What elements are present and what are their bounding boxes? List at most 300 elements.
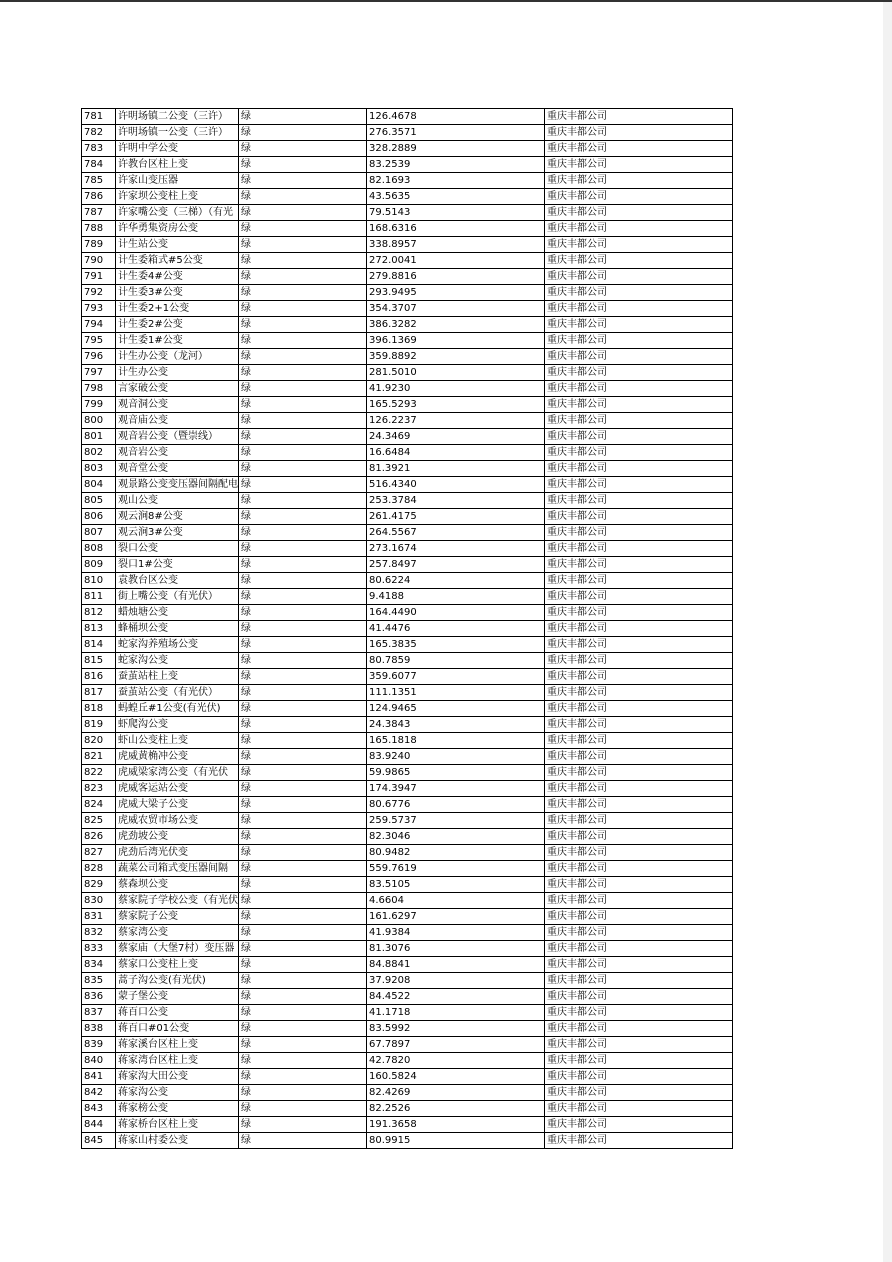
- table-row: [82, 381, 733, 397]
- row-number-cell: 812: [82, 605, 116, 621]
- value-cell: 81.3921: [367, 461, 545, 477]
- value-cell: 4.6604: [367, 893, 545, 909]
- row-number-cell: 795: [82, 333, 116, 349]
- status-cell: 绿: [239, 141, 367, 157]
- status-cell: 绿: [239, 877, 367, 893]
- status-cell: 绿: [239, 381, 367, 397]
- station-name-cell: 计生委3#公变: [116, 285, 239, 301]
- table-row: [82, 909, 733, 925]
- value-cell: 83.2539: [367, 157, 545, 173]
- value-cell: 279.8816: [367, 269, 545, 285]
- row-number-cell: 821: [82, 749, 116, 765]
- company-cell: 重庆丰都公司: [545, 653, 733, 669]
- value-cell: 80.7859: [367, 653, 545, 669]
- table-row: [82, 765, 733, 781]
- value-cell: 293.9495: [367, 285, 545, 301]
- status-cell: 绿: [239, 925, 367, 941]
- status-cell: 绿: [239, 813, 367, 829]
- value-cell: 43.5635: [367, 189, 545, 205]
- station-name-cell: 观景路公变变压器间隔配电: [116, 477, 239, 493]
- value-cell: 9.4188: [367, 589, 545, 605]
- station-name-cell: 虎劲坡公变: [116, 829, 239, 845]
- station-name-cell: 虎威黄桷冲公变: [116, 749, 239, 765]
- status-cell: 绿: [239, 237, 367, 253]
- value-cell: 359.6077: [367, 669, 545, 685]
- status-cell: 绿: [239, 941, 367, 957]
- value-cell: 24.3843: [367, 717, 545, 733]
- status-cell: 绿: [239, 829, 367, 845]
- station-name-cell: 蔡家院子学校公变（有光伏: [116, 893, 239, 909]
- value-cell: 83.9240: [367, 749, 545, 765]
- status-cell: 绿: [239, 477, 367, 493]
- row-number-cell: 824: [82, 797, 116, 813]
- page-top-border: [0, 0, 892, 2]
- status-cell: 绿: [239, 781, 367, 797]
- station-name-cell: 袁教台区公变: [116, 573, 239, 589]
- value-cell: 276.3571: [367, 125, 545, 141]
- table-row: [82, 141, 733, 157]
- status-cell: 绿: [239, 221, 367, 237]
- table-row: [82, 973, 733, 989]
- company-cell: 重庆丰都公司: [545, 365, 733, 381]
- status-cell: 绿: [239, 589, 367, 605]
- status-cell: 绿: [239, 653, 367, 669]
- value-cell: 16.6484: [367, 445, 545, 461]
- row-number-cell: 791: [82, 269, 116, 285]
- station-name-cell: 计生委4#公变: [116, 269, 239, 285]
- company-cell: 重庆丰都公司: [545, 813, 733, 829]
- table-row: [82, 461, 733, 477]
- company-cell: 重庆丰都公司: [545, 1117, 733, 1133]
- status-cell: 绿: [239, 797, 367, 813]
- status-cell: 绿: [239, 669, 367, 685]
- value-cell: 41.4476: [367, 621, 545, 637]
- value-cell: 273.1674: [367, 541, 545, 557]
- company-cell: 重庆丰都公司: [545, 845, 733, 861]
- value-cell: 80.6776: [367, 797, 545, 813]
- status-cell: 绿: [239, 269, 367, 285]
- station-name-cell: 虎劲后湾光伏变: [116, 845, 239, 861]
- table-row: [82, 1133, 733, 1149]
- station-name-cell: 虎威梁家湾公变（有光伏: [116, 765, 239, 781]
- status-cell: 绿: [239, 429, 367, 445]
- table-row: [82, 669, 733, 685]
- status-cell: 绿: [239, 557, 367, 573]
- company-cell: 重庆丰都公司: [545, 701, 733, 717]
- station-name-cell: 蛇家沟公变: [116, 653, 239, 669]
- status-cell: 绿: [239, 909, 367, 925]
- status-cell: 绿: [239, 749, 367, 765]
- row-number-cell: 799: [82, 397, 116, 413]
- station-name-cell: 蒋家沟大田公变: [116, 1069, 239, 1085]
- value-cell: 164.4490: [367, 605, 545, 621]
- station-name-cell: 计生办公变（龙河）: [116, 349, 239, 365]
- company-cell: 重庆丰都公司: [545, 301, 733, 317]
- company-cell: 重庆丰都公司: [545, 1101, 733, 1117]
- value-cell: 261.4175: [367, 509, 545, 525]
- station-name-cell: 蜡烛塘公变: [116, 605, 239, 621]
- row-number-cell: 782: [82, 125, 116, 141]
- status-cell: 绿: [239, 1037, 367, 1053]
- station-name-cell: 蒋家榜公变: [116, 1101, 239, 1117]
- table-row: [82, 349, 733, 365]
- value-cell: 359.8892: [367, 349, 545, 365]
- value-cell: 82.3046: [367, 829, 545, 845]
- row-number-cell: 842: [82, 1085, 116, 1101]
- station-name-cell: 许教台区柱上变: [116, 157, 239, 173]
- status-cell: 绿: [239, 205, 367, 221]
- row-number-cell: 810: [82, 573, 116, 589]
- value-cell: 111.1351: [367, 685, 545, 701]
- status-cell: 绿: [239, 1085, 367, 1101]
- company-cell: 重庆丰都公司: [545, 413, 733, 429]
- value-cell: 354.3707: [367, 301, 545, 317]
- row-number-cell: 819: [82, 717, 116, 733]
- value-cell: 126.2237: [367, 413, 545, 429]
- row-number-cell: 839: [82, 1037, 116, 1053]
- company-cell: 重庆丰都公司: [545, 893, 733, 909]
- table-row: [82, 941, 733, 957]
- value-cell: 81.3076: [367, 941, 545, 957]
- company-cell: 重庆丰都公司: [545, 541, 733, 557]
- value-cell: 160.5824: [367, 1069, 545, 1085]
- table-row: [82, 1085, 733, 1101]
- table-row: [82, 573, 733, 589]
- table-row: [82, 221, 733, 237]
- company-cell: 重庆丰都公司: [545, 269, 733, 285]
- table-row: [82, 557, 733, 573]
- value-cell: 338.8957: [367, 237, 545, 253]
- station-name-cell: 观云涧8#公变: [116, 509, 239, 525]
- company-cell: 重庆丰都公司: [545, 173, 733, 189]
- company-cell: 重庆丰都公司: [545, 765, 733, 781]
- table-row: [82, 189, 733, 205]
- company-cell: 重庆丰都公司: [545, 1005, 733, 1021]
- company-cell: 重庆丰都公司: [545, 109, 733, 125]
- station-name-cell: 观音庙公变: [116, 413, 239, 429]
- row-number-cell: 816: [82, 669, 116, 685]
- station-name-cell: 虾山公变柱上变: [116, 733, 239, 749]
- table-row: [82, 269, 733, 285]
- value-cell: 396.1369: [367, 333, 545, 349]
- company-cell: 重庆丰都公司: [545, 125, 733, 141]
- status-cell: 绿: [239, 317, 367, 333]
- value-cell: 82.4269: [367, 1085, 545, 1101]
- status-cell: 绿: [239, 253, 367, 269]
- row-number-cell: 844: [82, 1117, 116, 1133]
- company-cell: 重庆丰都公司: [545, 941, 733, 957]
- value-cell: 82.1693: [367, 173, 545, 189]
- station-name-cell: 蒋百口公变: [116, 1005, 239, 1021]
- row-number-cell: 818: [82, 701, 116, 717]
- row-number-cell: 796: [82, 349, 116, 365]
- station-name-cell: 蛇家沟养殖场公变: [116, 637, 239, 653]
- company-cell: 重庆丰都公司: [545, 973, 733, 989]
- value-cell: 37.9208: [367, 973, 545, 989]
- station-name-cell: 蒿子沟公变(有光伏): [116, 973, 239, 989]
- value-cell: 67.7897: [367, 1037, 545, 1053]
- value-cell: 42.7820: [367, 1053, 545, 1069]
- status-cell: 绿: [239, 637, 367, 653]
- station-name-cell: 许明中学公变: [116, 141, 239, 157]
- value-cell: 80.6224: [367, 573, 545, 589]
- row-number-cell: 790: [82, 253, 116, 269]
- value-cell: 559.7619: [367, 861, 545, 877]
- status-cell: 绿: [239, 685, 367, 701]
- row-number-cell: 784: [82, 157, 116, 173]
- company-cell: 重庆丰都公司: [545, 909, 733, 925]
- company-cell: 重庆丰都公司: [545, 797, 733, 813]
- company-cell: 重庆丰都公司: [545, 317, 733, 333]
- status-cell: 绿: [239, 493, 367, 509]
- status-cell: 绿: [239, 1133, 367, 1149]
- value-cell: 84.4522: [367, 989, 545, 1005]
- table-row: [82, 717, 733, 733]
- company-cell: 重庆丰都公司: [545, 205, 733, 221]
- row-number-cell: 809: [82, 557, 116, 573]
- value-cell: 253.3784: [367, 493, 545, 509]
- status-cell: 绿: [239, 301, 367, 317]
- value-cell: 83.5992: [367, 1021, 545, 1037]
- company-cell: 重庆丰都公司: [545, 989, 733, 1005]
- station-name-cell: 蒋家溪台区柱上变: [116, 1037, 239, 1053]
- company-cell: 重庆丰都公司: [545, 237, 733, 253]
- station-name-cell: 蔬菜公司箱式变压器间隔: [116, 861, 239, 877]
- company-cell: 重庆丰都公司: [545, 781, 733, 797]
- station-name-cell: 蚕茧站公变（有光伏）: [116, 685, 239, 701]
- table-row: [82, 205, 733, 221]
- row-number-cell: 843: [82, 1101, 116, 1117]
- row-number-cell: 797: [82, 365, 116, 381]
- status-cell: 绿: [239, 1021, 367, 1037]
- row-number-cell: 801: [82, 429, 116, 445]
- table-row: [82, 733, 733, 749]
- company-cell: 重庆丰都公司: [545, 221, 733, 237]
- row-number-cell: 834: [82, 957, 116, 973]
- station-name-cell: 蒋家沟公变: [116, 1085, 239, 1101]
- table-row: [82, 621, 733, 637]
- table-row: [82, 541, 733, 557]
- status-cell: 绿: [239, 1053, 367, 1069]
- company-cell: 重庆丰都公司: [545, 621, 733, 637]
- table-row: [82, 285, 733, 301]
- status-cell: 绿: [239, 173, 367, 189]
- station-name-cell: 蒙子堡公变: [116, 989, 239, 1005]
- station-name-cell: 虾爬沟公变: [116, 717, 239, 733]
- table-row: [82, 637, 733, 653]
- table-row: [82, 685, 733, 701]
- row-number-cell: 841: [82, 1069, 116, 1085]
- station-name-cell: 蔡家湾公变: [116, 925, 239, 941]
- value-cell: 165.5293: [367, 397, 545, 413]
- company-cell: 重庆丰都公司: [545, 1069, 733, 1085]
- station-name-cell: 蒋家湾台区柱上变: [116, 1053, 239, 1069]
- status-cell: 绿: [239, 509, 367, 525]
- status-cell: 绿: [239, 733, 367, 749]
- table-row: [82, 1037, 733, 1053]
- table-row: [82, 445, 733, 461]
- value-cell: 165.3835: [367, 637, 545, 653]
- company-cell: 重庆丰都公司: [545, 733, 733, 749]
- row-number-cell: 786: [82, 189, 116, 205]
- value-cell: 80.9482: [367, 845, 545, 861]
- value-cell: 257.8497: [367, 557, 545, 573]
- company-cell: 重庆丰都公司: [545, 637, 733, 653]
- status-cell: 绿: [239, 957, 367, 973]
- row-number-cell: 840: [82, 1053, 116, 1069]
- row-number-cell: 832: [82, 925, 116, 941]
- row-number-cell: 792: [82, 285, 116, 301]
- status-cell: 绿: [239, 605, 367, 621]
- row-number-cell: 803: [82, 461, 116, 477]
- row-number-cell: 826: [82, 829, 116, 845]
- status-cell: 绿: [239, 541, 367, 557]
- value-cell: 281.5010: [367, 365, 545, 381]
- company-cell: 重庆丰都公司: [545, 1021, 733, 1037]
- table-row: [82, 317, 733, 333]
- row-number-cell: 833: [82, 941, 116, 957]
- table-row: [82, 493, 733, 509]
- station-name-cell: 裂口公变: [116, 541, 239, 557]
- company-cell: 重庆丰都公司: [545, 285, 733, 301]
- station-name-cell: 蒋家桥台区柱上变: [116, 1117, 239, 1133]
- table-row: [82, 1053, 733, 1069]
- station-name-cell: 计生委2#公变: [116, 317, 239, 333]
- table-row: [82, 429, 733, 445]
- status-cell: 绿: [239, 413, 367, 429]
- row-number-cell: 794: [82, 317, 116, 333]
- table-row: [82, 253, 733, 269]
- company-cell: 重庆丰都公司: [545, 1053, 733, 1069]
- row-number-cell: 811: [82, 589, 116, 605]
- station-name-cell: 许家嘴公变（三梯）（有光: [116, 205, 239, 221]
- row-number-cell: 829: [82, 877, 116, 893]
- table-row: [82, 1117, 733, 1133]
- value-cell: 126.4678: [367, 109, 545, 125]
- table-row: [82, 861, 733, 877]
- row-number-cell: 836: [82, 989, 116, 1005]
- status-cell: 绿: [239, 717, 367, 733]
- table-row: [82, 237, 733, 253]
- station-name-cell: 蒋家山村委公变: [116, 1133, 239, 1149]
- status-cell: 绿: [239, 861, 367, 877]
- company-cell: 重庆丰都公司: [545, 685, 733, 701]
- data-table: [81, 108, 733, 1149]
- company-cell: 重庆丰都公司: [545, 573, 733, 589]
- company-cell: 重庆丰都公司: [545, 557, 733, 573]
- table-row: [82, 173, 733, 189]
- station-name-cell: 蜂桶坝公变: [116, 621, 239, 637]
- row-number-cell: 822: [82, 765, 116, 781]
- table-row: [82, 957, 733, 973]
- table-row: [82, 829, 733, 845]
- status-cell: 绿: [239, 365, 367, 381]
- row-number-cell: 805: [82, 493, 116, 509]
- table-row: [82, 1021, 733, 1037]
- company-cell: 重庆丰都公司: [545, 333, 733, 349]
- value-cell: 264.5567: [367, 525, 545, 541]
- row-number-cell: 806: [82, 509, 116, 525]
- company-cell: 重庆丰都公司: [545, 381, 733, 397]
- value-cell: 83.5105: [367, 877, 545, 893]
- value-cell: 386.3282: [367, 317, 545, 333]
- row-number-cell: 793: [82, 301, 116, 317]
- station-name-cell: 街上嘴公变（有光伏）: [116, 589, 239, 605]
- status-cell: 绿: [239, 189, 367, 205]
- status-cell: 绿: [239, 989, 367, 1005]
- row-number-cell: 820: [82, 733, 116, 749]
- company-cell: 重庆丰都公司: [545, 925, 733, 941]
- value-cell: 191.3658: [367, 1117, 545, 1133]
- row-number-cell: 835: [82, 973, 116, 989]
- company-cell: 重庆丰都公司: [545, 717, 733, 733]
- row-number-cell: 838: [82, 1021, 116, 1037]
- status-cell: 绿: [239, 1069, 367, 1085]
- value-cell: 41.9230: [367, 381, 545, 397]
- table-row: [82, 333, 733, 349]
- status-cell: 绿: [239, 125, 367, 141]
- value-cell: 82.2526: [367, 1101, 545, 1117]
- station-name-cell: 裂口1#公变: [116, 557, 239, 573]
- table-row: [82, 925, 733, 941]
- value-cell: 272.0041: [367, 253, 545, 269]
- station-name-cell: 蚕茧站柱上变: [116, 669, 239, 685]
- value-cell: 41.9384: [367, 925, 545, 941]
- status-cell: 绿: [239, 893, 367, 909]
- company-cell: 重庆丰都公司: [545, 253, 733, 269]
- company-cell: 重庆丰都公司: [545, 877, 733, 893]
- station-name-cell: 蔡家院子公变: [116, 909, 239, 925]
- row-number-cell: 802: [82, 445, 116, 461]
- status-cell: 绿: [239, 845, 367, 861]
- row-number-cell: 825: [82, 813, 116, 829]
- table-row: [82, 893, 733, 909]
- row-number-cell: 789: [82, 237, 116, 253]
- station-name-cell: 计生委2+1公变: [116, 301, 239, 317]
- value-cell: 174.3947: [367, 781, 545, 797]
- row-number-cell: 830: [82, 893, 116, 909]
- station-name-cell: 许明场镇二公变（三许）: [116, 109, 239, 125]
- table-row: [82, 797, 733, 813]
- status-cell: 绿: [239, 349, 367, 365]
- value-cell: 24.3469: [367, 429, 545, 445]
- station-name-cell: 蔡家庙（大堡7村）变压器: [116, 941, 239, 957]
- row-number-cell: 787: [82, 205, 116, 221]
- status-cell: 绿: [239, 109, 367, 125]
- value-cell: 59.9865: [367, 765, 545, 781]
- row-number-cell: 808: [82, 541, 116, 557]
- table-row: [82, 989, 733, 1005]
- station-name-cell: 虎威农贸市场公变: [116, 813, 239, 829]
- status-cell: 绿: [239, 397, 367, 413]
- station-name-cell: 计生站公变: [116, 237, 239, 253]
- station-name-cell: 许家坝公变柱上变: [116, 189, 239, 205]
- station-name-cell: 蔡家口公变柱上变: [116, 957, 239, 973]
- table-row: [82, 605, 733, 621]
- table-row: [82, 877, 733, 893]
- status-cell: 绿: [239, 1005, 367, 1021]
- page-edge: [883, 2, 892, 1262]
- value-cell: 124.9465: [367, 701, 545, 717]
- company-cell: 重庆丰都公司: [545, 1085, 733, 1101]
- company-cell: 重庆丰都公司: [545, 189, 733, 205]
- table-row: [82, 301, 733, 317]
- row-number-cell: 814: [82, 637, 116, 653]
- value-cell: 79.5143: [367, 205, 545, 221]
- table-body: [82, 109, 733, 1149]
- status-cell: 绿: [239, 1117, 367, 1133]
- table-row: [82, 477, 733, 493]
